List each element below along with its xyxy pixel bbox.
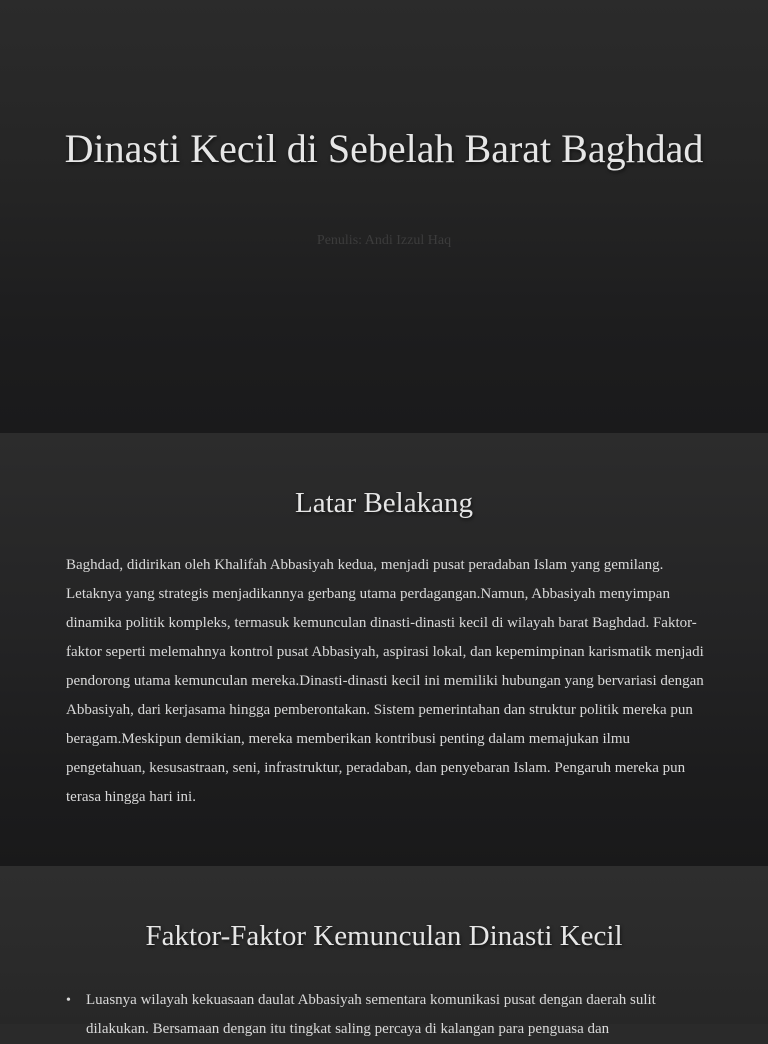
bullet-list: [66, 986, 706, 1044]
factors-slide: [0, 866, 768, 1037]
slide-heading: Latar Belakang: [295, 487, 473, 519]
title-slide: [0, 0, 768, 433]
slide-body-paragraph: Baghdad, didirikan oleh Khalifah Abbasiyah kedua, menjadi pusat peradaban Islam yang gemilang. Letaknya yang strategis menjadikannya gerbang utama perdagangan.Namun, Abbasiyah menyimpan dinamika politik kompleks, termasuk kemunculan dinasti-dinasti kecil di wilayah barat Baghdad. Faktor-faktor seperti melemahnya kontrol pusat Abbasiyah, aspirasi lokal, dan kepemimpinan karismatik menjadi pendorong utama kemunculan mereka.Dinasti-dinasti kecil ini memiliki hubungan yang bervariasi dengan Abbasiyah, dari kerjasama hingga pemberontakan. Sistem pemerintahan dan struktur politik mereka pun beragam.Meskipun demikian, mereka memberikan kontribusi penting dalam memajukan ilmu pengetahuan, kesusastraan, seni, infrastruktur, peradaban, dan penyebaran Islam. Pengaruh mereka pun terasa hingga hari ini.: [66, 557, 704, 805]
slide-subtitle-author: Penulis: Andi Izzul Haq: [316, 233, 452, 248]
bullet-icon: •: [66, 993, 71, 1008]
bullet-text: Luasnya wilayah kekuasaan daulat Abbasiyah sementara komunikasi pusat dengan daerah sulit dilakukan. Bersamaan dengan itu tingkat saling percaya di kalangan para penguasa dan: [86, 992, 656, 1037]
background-slide: [0, 433, 768, 866]
slide-heading: Faktor-Faktor Kemunculan Dinasti Kecil: [145, 920, 623, 952]
bullet-item: [66, 986, 706, 1044]
slide-title: Dinasti Kecil di Sebelah Barat Baghdad: [64, 126, 704, 171]
